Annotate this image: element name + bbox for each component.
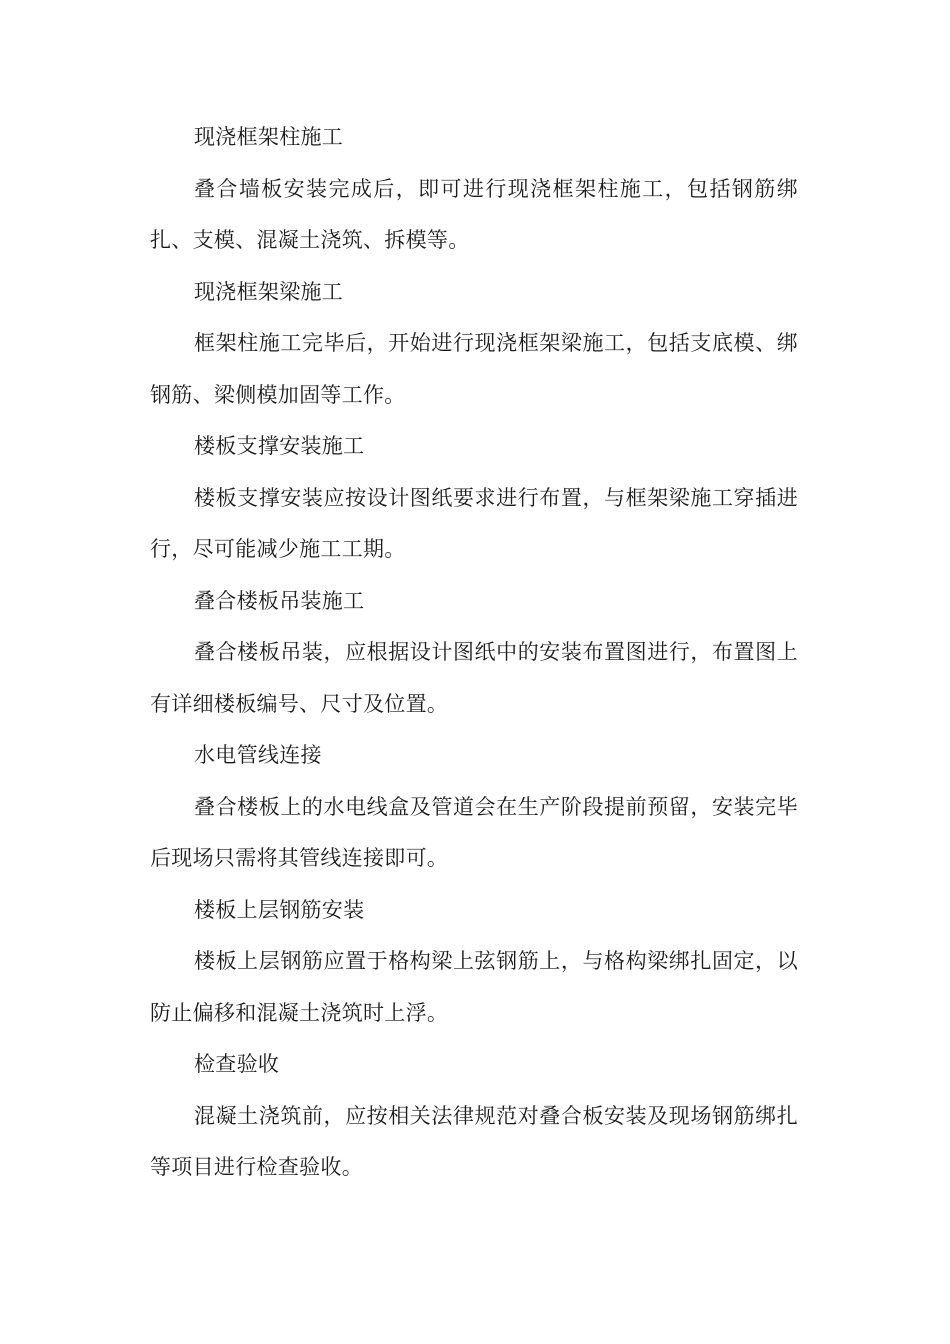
section-heading: 检查验收 [194, 1052, 280, 1076]
document-body [150, 112, 798, 1194]
section-heading: 现浇框架梁施工 [194, 279, 344, 304]
section-heading: 现浇框架柱施工 [194, 125, 344, 149]
section-heading: 叠合楼板吊装施工 [194, 588, 365, 613]
section-paragraph: 楼板上层钢筋应置于格构梁上弦钢筋上，与格构梁绑扎固定，以防止偏移和混凝土浇筑时上浮。 [150, 949, 798, 1025]
section-paragraph: 叠合墙板安装完成后，即可进行现浇框架柱施工，包括钢筋绑扎、支模、混凝土浇筑、拆模等。 [150, 176, 798, 252]
section-heading: 水电管线连接 [194, 743, 322, 767]
section-paragraph: 混凝土浇筑前，应按相关法律规范对叠合板安装及现场钢筋绑扎等项目进行检查验收。 [150, 1103, 798, 1179]
section-paragraph: 楼板支撑安装应按设计图纸要求进行布置，与框架梁施工穿插进行，尽可能减少施工工期。 [150, 485, 798, 561]
section-paragraph: 叠合楼板上的水电线盒及管道会在生产阶段提前预留，安装完毕后现场只需将其管线连接即可。 [150, 794, 798, 870]
section-heading: 楼板上层钢筋安装 [194, 897, 365, 922]
section-heading: 楼板支撑安装施工 [194, 434, 365, 458]
section-paragraph: 叠合楼板吊装，应根据设计图纸中的安装布置图进行，布置图上有详细楼板编号、尺寸及位置。 [150, 640, 798, 716]
section-paragraph: 框架柱施工完毕后，开始进行现浇框架梁施工，包括支底模、绑钢筋、梁侧模加固等工作。 [150, 331, 798, 407]
